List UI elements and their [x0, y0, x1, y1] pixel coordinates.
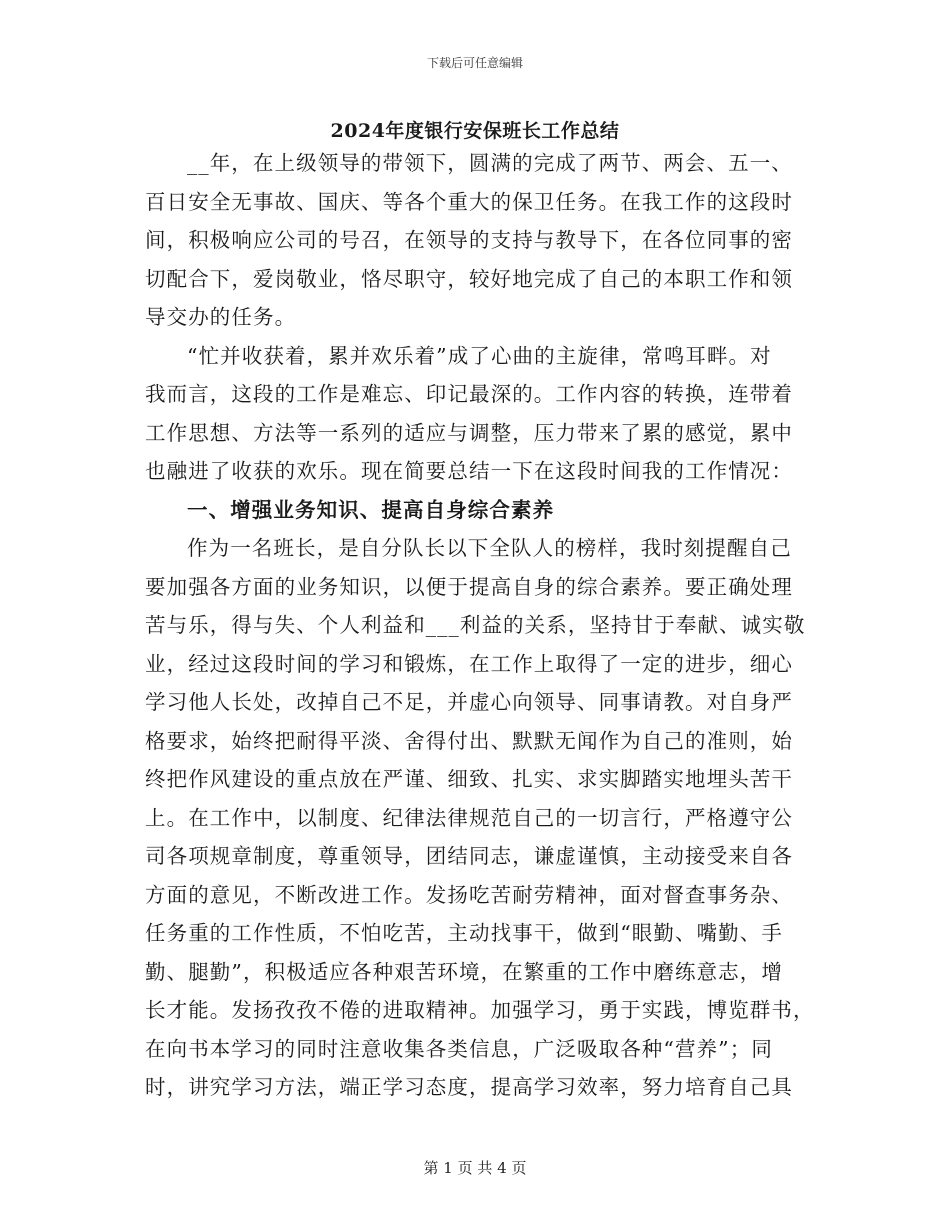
paragraph-line: 间，积极响应公司的号召，在领导的支持与教导下，在各位同事的密 — [145, 228, 793, 252]
document-title: 2024年度银行安保班长工作总结 — [330, 120, 620, 142]
header-note: 下载后可任意编辑 — [426, 56, 523, 70]
paragraph-line: 勤、腿勤”，积极适应各种艰苦环境，在繁重的工作中磨练意志，增 — [145, 959, 783, 984]
paragraph-line: 终把作风建设的重点放在严谨、细致、扎实、求实脚踏实地埋头苦干 — [145, 767, 793, 791]
paragraph-line: 方面的意见，不断改进工作。发扬吃苦耐劳精神，面对督查事务杂、 — [145, 882, 793, 907]
paragraph-line: 司各项规章制度，尊重领导，团结同志，谦虚谨慎，主动接受来自各 — [145, 844, 793, 868]
paragraph-line: 业，经过这段时间的学习和锻炼，在工作上取得了一定的进步，细心 — [145, 651, 793, 676]
paragraph-line: 在向书本学习的同时注意收集各类信息，广泛吸取各种“营养”；同 — [145, 1036, 773, 1061]
paragraph-line: 上。在工作中，以制度、纪律法律规范自己的一切言行，严格遵守公 — [145, 805, 793, 830]
document-body — [145, 144, 815, 1107]
paragraph-line: 我而言，这段的工作是难忘、印记最深的。工作内容的转换，连带着 — [145, 382, 793, 406]
paragraph-line: 工作思想、方法等一系列的适应与调整，压力带来了累的感觉，累中 — [145, 420, 793, 445]
paragraph-line: 导交办的任务。 — [145, 305, 297, 329]
paragraph-line: 苦与乐，得与失、个人利益和___利益的关系，坚持甘于奉献、诚实敬 — [145, 613, 806, 637]
section-heading: 一、增强业务知识、提高自身综合素养 — [187, 497, 555, 522]
paragraph-line: 作为一名班长，是自分队长以下全队人的榜样，我时刻提醒自己 — [187, 536, 792, 560]
paragraph-line: 格要求，始终把耐得平淡、舍得付出、默默无闻作为自己的准则，始 — [145, 728, 793, 753]
page-footer: 第 1 页 共 4 页 — [423, 1159, 527, 1177]
paragraph-line: 时，讲究学习方法，端正学习态度，提高学习效率，努力培育自己具 — [145, 1075, 793, 1099]
paragraph-line: 要加强各方面的业务知识，以便于提高自身的综合素养。要正确处理 — [145, 574, 793, 599]
paragraph-line: 也融进了收获的欢乐。现在简要总结一下在这段时间我的工作情况： — [145, 459, 793, 483]
paragraph-line: 百日安全无事故、国庆、等各个重大的保卫任务。在我工作的这段时 — [145, 189, 793, 214]
paragraph-line: __年，在上级领导的带领下，圆满的完成了两节、两会、五一、 — [187, 151, 793, 175]
paragraph-line: 学习他人长处，改掉自己不足，并虚心向领导、同事请教。对自身严 — [145, 690, 793, 714]
paragraph-line: 切配合下，爱岗敬业，恪尽职守，较好地完成了自己的本职工作和领 — [145, 266, 793, 291]
paragraph-line: “忙并收获着，累并欢乐着”成了心曲的主旋律，常鸣耳畔。对 — [187, 343, 772, 368]
paragraph-line: 任务重的工作性质，不怕吃苦，主动找事干，做到“眼勤、嘴勤、手 — [145, 921, 783, 945]
paragraph-line: 长才能。发扬孜孜不倦的进取精神。加强学习，勇于实践，博览群书， — [145, 998, 815, 1022]
